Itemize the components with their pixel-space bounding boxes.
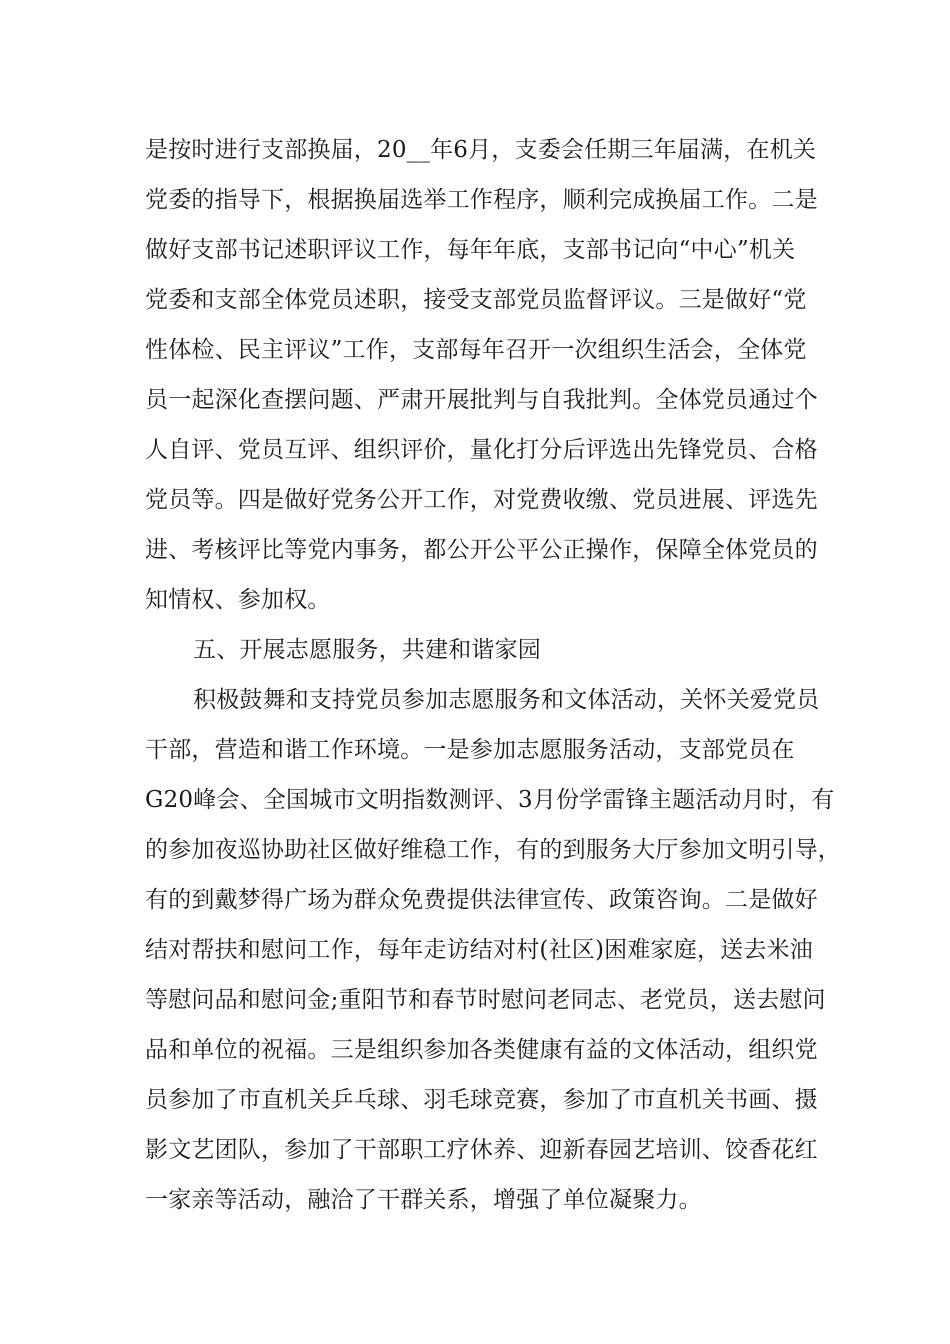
text-line: 知情权、参加权。 bbox=[145, 587, 331, 613]
text-line: 结对帮扶和慰问工作，每年走访结对村(社区)困难家庭，送去米油 bbox=[145, 937, 813, 963]
text-line: G20峰会、全国城市文明指数测评、3月份学雷锋主题活动月时，有 bbox=[145, 787, 835, 813]
text-line: 党员等。四是做好党务公开工作，对党费收缴、党员进展、评选先 bbox=[145, 487, 818, 513]
text-line: 品和单位的祝福。三是组织参加各类健康有益的文体活动，组织党 bbox=[145, 1037, 818, 1063]
text-line: 性体检、民主评议”工作，支部每年召开一次组织生活会，全体党 bbox=[145, 337, 807, 363]
text-line: 员一起深化查摆问题、严肃开展批判与自我批判。全体党员通过个 bbox=[145, 387, 818, 413]
text-line: 影文艺团队，参加了干部职工疗休养、迎新春园艺培训、饺香花红 bbox=[145, 1137, 818, 1163]
text-line: 人自评、党员互评、组织评价，量化打分后评选出先锋党员、合格 bbox=[145, 437, 818, 463]
text-line: 党委和支部全体党员述职，接受支部党员监督评议。三是做好“党 bbox=[145, 287, 807, 313]
text-line: 一家亲等活动，融洽了干群关系，增强了单位凝聚力。 bbox=[145, 1187, 702, 1213]
paragraph-first-line: 积极鼓舞和支持党员参加志愿服务和文体活动，关怀关爱党员 bbox=[193, 687, 820, 713]
text-line: 干部，营造和谐工作环境。一是参加志愿服务活动，支部党员在 bbox=[145, 737, 795, 763]
text-line: 员参加了市直机关乒乓球、羽毛球竞赛，参加了市直机关书画、摄 bbox=[145, 1087, 818, 1113]
section-heading: 五、开展志愿服务，共建和谐家园 bbox=[193, 637, 541, 663]
text-line: 进、考核评比等党内事务，都公开公平公正操作，保障全体党员的 bbox=[145, 537, 818, 563]
text-line: 是按时进行支部换届，20__年6月，支委会任期三年届满，在机关 bbox=[145, 137, 817, 163]
text-line: 做好支部书记述职评议工作，每年年底，支部书记向“中心”机关 bbox=[145, 237, 796, 263]
text-line: 的参加夜巡协助社区做好维稳工作，有的到服务大厅参加文明引导， bbox=[145, 837, 841, 863]
text-line: 等慰问品和慰问金;重阳节和春节时慰问老同志、老党员，送去慰问 bbox=[145, 987, 826, 1013]
text-line: 有的到戴梦得广场为群众免费提供法律宣传、政策咨询。二是做好 bbox=[145, 887, 818, 913]
text-line: 党委的指导下，根据换届选举工作程序，顺利完成换届工作。二是 bbox=[145, 187, 818, 213]
